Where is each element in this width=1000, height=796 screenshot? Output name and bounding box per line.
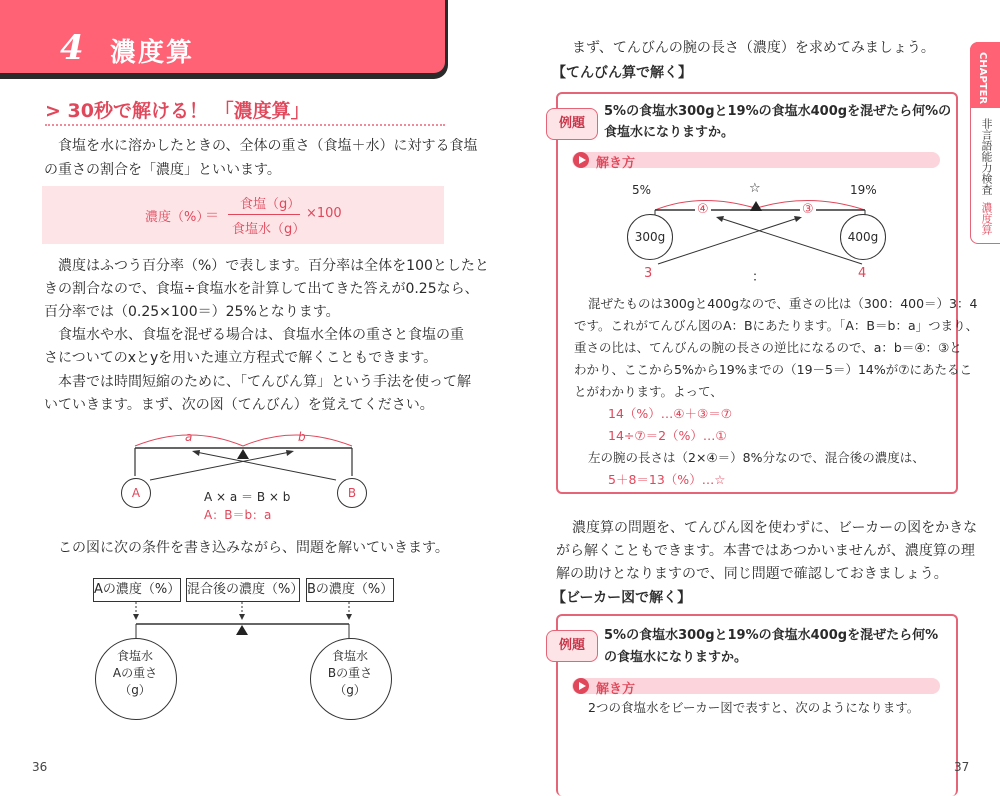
- example-question-line: 5%の食塩水300gと19%の食塩水400gを混ぜたら何%: [604, 628, 939, 643]
- example-label: 例題: [546, 108, 598, 140]
- condition-box-a: Aの濃度（%）: [93, 578, 181, 602]
- formula-equals: ＝: [205, 208, 219, 224]
- condition-box-mixed: 混合後の濃度（%）: [186, 578, 300, 602]
- section-heading: > 30秒で解ける！ 「濃度算」: [45, 100, 310, 122]
- calculation-line: 14（%）…④＋③＝⑦: [608, 406, 732, 421]
- left-percent: 5%: [632, 183, 652, 197]
- fulcrum: [236, 625, 248, 635]
- circle-b-text: 食塩水 Bの重さ （g）: [327, 649, 373, 697]
- formula-denominator: 食塩水（g）: [232, 222, 306, 237]
- circle-a-text: 食塩水 Aの重さ （g）: [112, 649, 158, 697]
- paragraph-line: 百分率では（0.25×100＝）25%となります。: [44, 304, 340, 320]
- fulcrum: [750, 201, 762, 211]
- cross-arrow: [150, 452, 290, 480]
- ratio-right: 4: [858, 266, 867, 281]
- example-question-line: の食塩水になりますか。: [604, 650, 748, 665]
- solution-line: わかり、ここから5%から19%までの（19－5＝）14%が⑦にあたるこ: [574, 362, 972, 377]
- solution-line: 混ぜたものは300gと400gなので、重さの比は（300：400＝）3：4: [588, 296, 978, 311]
- condition-box-b: Bの濃度（%）: [306, 578, 394, 602]
- paragraph-line: がら解くこともできます。本書ではあつかいませんが、濃度算の理: [556, 543, 975, 559]
- circle-b: B: [337, 478, 367, 508]
- ratio-left: 3: [644, 266, 653, 281]
- arm-a-label: a: [185, 430, 193, 444]
- solution-label: 解き方: [596, 156, 636, 171]
- intro-text: まず、てんびんの腕の長さ（濃度）を求めてみましょう。: [572, 40, 935, 56]
- solution-line: です。これがてんびん図のA：Bにあたります。「A：B＝b：a」つまり、: [574, 318, 979, 333]
- method-heading-balance: 【てんびん算で解く】: [552, 65, 692, 81]
- page-number-right: 37: [954, 760, 970, 774]
- paragraph-line: 濃度算の問題を、てんびん図を使わずに、ビーカーの図をかきな: [572, 520, 978, 536]
- paragraph-line: 解の助けとなりますので、同じ問題で確認しておきましょう。: [556, 566, 948, 582]
- paragraph-line: さについてのxとyを用いた連立方程式で解くこともできます。: [44, 350, 438, 366]
- circle-a: A: [121, 478, 151, 508]
- solution-line: 2つの食塩水をビーカー図で表すと、次のようになります。: [588, 700, 920, 715]
- cross-arrow: [196, 452, 336, 480]
- cross-arrow: [658, 218, 798, 264]
- example-question-line: 食塩水になりますか。: [604, 125, 735, 140]
- weight-right: 400g: [840, 214, 886, 260]
- side-tab-part: 非言語能力検査: [980, 118, 993, 195]
- example-question-line: 5%の食塩水300gと19%の食塩水400gを混ぜたら何%の: [604, 104, 952, 119]
- chapter-title: 濃度算: [110, 38, 195, 68]
- paragraph-line: きの割合なので、食塩÷食塩水を計算して出てきた答えが0.25なら、: [44, 281, 479, 297]
- method-heading-beaker: 【ビーカー図で解く】: [552, 590, 692, 606]
- formula-numerator: 食塩（g）: [240, 197, 301, 212]
- paragraph-line: 食塩水や水、食塩を混ぜる場合は、食塩水全体の重さと食塩の重: [58, 327, 464, 343]
- calculation-line: 14÷⑦＝2（%）…①: [608, 428, 727, 443]
- fulcrum: [237, 449, 249, 459]
- chapter-number: 4: [60, 28, 84, 68]
- arm-left-label: ④: [697, 202, 709, 217]
- arm-b-label: b: [298, 430, 306, 444]
- paragraph-line: この図に次の条件を書き込みながら、問題を解いていきます。: [58, 540, 449, 556]
- solution-line: 左の腕の長さは（2×④＝）8%分なので、混合後の濃度は、: [588, 450, 925, 465]
- formula-multiplier: ×100: [306, 206, 342, 221]
- arm-right-label: ③: [802, 202, 814, 217]
- play-icon: [573, 152, 589, 168]
- ratio-colon: ：: [752, 270, 766, 285]
- solution-label: 解き方: [596, 682, 636, 697]
- side-tab-topic: 濃度算: [980, 202, 993, 235]
- page-number-left: 36: [32, 760, 48, 774]
- paragraph-line: いていきます。まず、次の図（てんびん）を覚えてください。: [44, 397, 434, 413]
- paragraph-line: の重さの割合を「濃度」といいます。: [44, 162, 281, 178]
- solution-line: とがわかります。よって、: [574, 384, 723, 399]
- paragraph-line: 濃度はふつう百分率（%）で表します。百分率は全体を100としたと: [58, 258, 489, 274]
- paragraph-line: 本書では時間短縮のために、「てんびん算」という手法を使って解: [58, 374, 471, 390]
- weight-left: 300g: [627, 214, 673, 260]
- side-tab-chapter: CHAPTER 1: [977, 52, 988, 115]
- example-label: 例題: [546, 630, 598, 662]
- paragraph-line: 食塩を水に溶かしたときの、全体の重さ（食塩＋水）に対する食塩: [58, 138, 478, 154]
- right-percent: 19%: [850, 183, 877, 197]
- balance-ratio: A：B＝b：a: [204, 508, 272, 522]
- solution-line: 重さの比は、てんびんの腕の長さの逆比になるので、a：b＝④：③と: [574, 340, 962, 355]
- calculation-result: 5＋8＝13（%）…☆: [608, 472, 726, 487]
- section-divider: [45, 124, 445, 126]
- balance-equation: A × a ＝ B × b: [204, 490, 291, 504]
- fraction-line: [228, 214, 300, 215]
- formula-lhs: 濃度（%）: [145, 210, 210, 225]
- star-mark: ☆: [749, 181, 761, 196]
- play-icon: [573, 678, 589, 694]
